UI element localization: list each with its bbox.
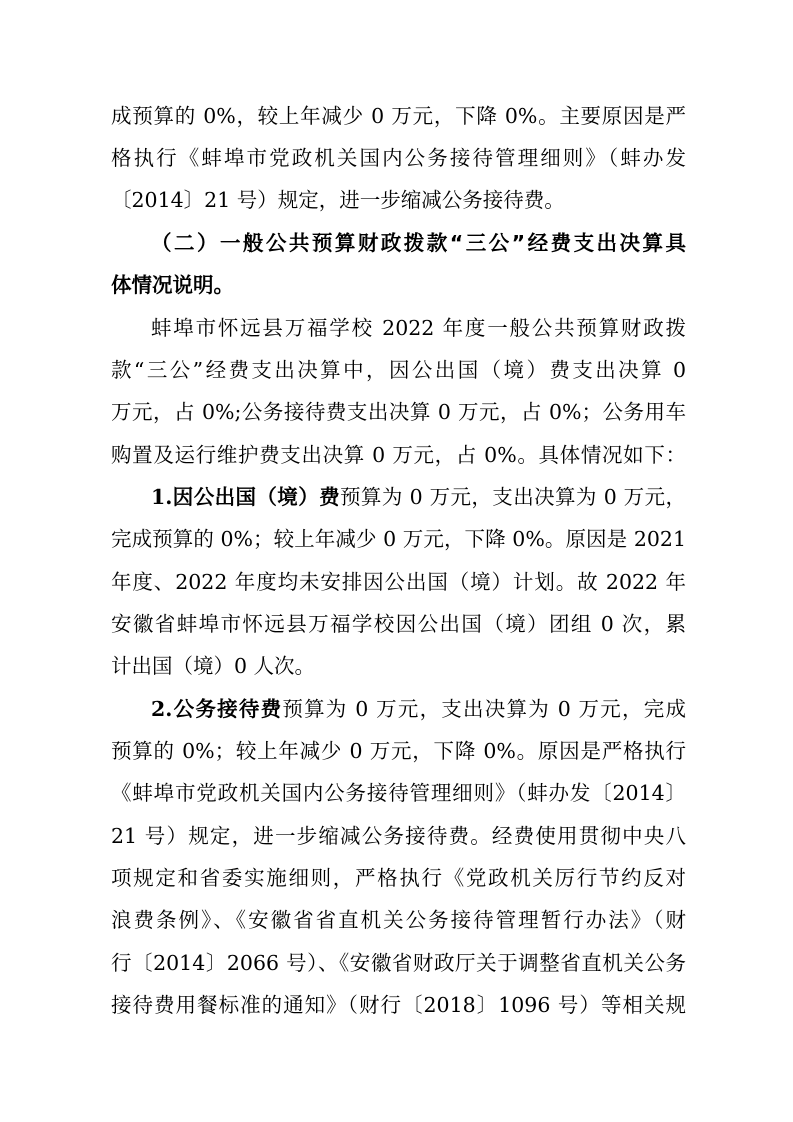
text-line: 购置及运行维护费支出决算 0 万元，占 0%。具体情况如下： <box>111 443 686 467</box>
text-line: 预算的 0%；较上年减少 0 万元，下降 0%。原因是严格执行 <box>111 739 686 763</box>
text-line: 21 号）规定，进一步缩减公务接待费。经费使用贯彻中央八 <box>111 824 686 848</box>
section-heading: （二）一般公共预算财政拨款“三公”经费支出决算具 <box>151 231 686 255</box>
text-line: 安徽省蚌埠市怀远县万福学校因公出国（境）团组 0 次，累 <box>111 612 686 636</box>
text-line: 行〔2014〕2066 号）、《安徽省财政厅关于调整省直机关公务 <box>111 951 686 975</box>
item-body-text: 预算为 0 万元，支出决算为 0 万元， <box>340 485 686 509</box>
text-line: 完成预算的 0%；较上年减少 0 万元，下降 0%。原因是 2021 <box>111 527 686 551</box>
text-line <box>151 694 686 724</box>
text-line: 《蚌埠市党政机关国内公务接待管理细则》（蚌办发〔2014〕 <box>111 781 686 805</box>
item-lead-text: 1.因公出国（境）费 <box>151 485 341 509</box>
item-lead-text: 2.公务接待费 <box>151 697 283 721</box>
text-line: 计出国（境）0 人次。 <box>111 654 316 678</box>
text-line: 万元，占 0%;公务接待费支出决算 0 万元，占 0%；公务用车 <box>111 400 686 424</box>
text-line: 〔2014〕21 号）规定，进一步缩减公务接待费。 <box>111 188 565 212</box>
item-body-text: 预算为 0 万元，支出决算为 0 万元，完成 <box>282 697 686 721</box>
text-line <box>151 482 686 512</box>
text-line: 项规定和省委实施细则，严格执行《党政机关厉行节约反对 <box>111 866 686 890</box>
text-line: 年度、2022 年度均未安排因公出国（境）计划。故 2022 年 <box>111 570 686 594</box>
text-line: 蚌埠市怀远县万福学校 2022 年度一般公共预算财政拨 <box>151 316 686 340</box>
text-line: 浪费条例》、《安徽省省直机关公务接待管理暂行办法》（财 <box>111 908 686 932</box>
text-line: 接待费用餐标准的通知》（财行〔2018〕1096 号）等相关规 <box>111 993 686 1017</box>
section-heading: 体情况说明。 <box>111 273 234 297</box>
text-line: 款“三公”经费支出决算中，因公出国（境）费支出决算 0 <box>111 358 686 382</box>
text-line: 成预算的 0%，较上年减少 0 万元，下降 0%。主要原因是严 <box>111 104 686 128</box>
text-line: 格执行《蚌埠市党政机关国内公务接待管理细则》（蚌办发 <box>111 146 686 170</box>
